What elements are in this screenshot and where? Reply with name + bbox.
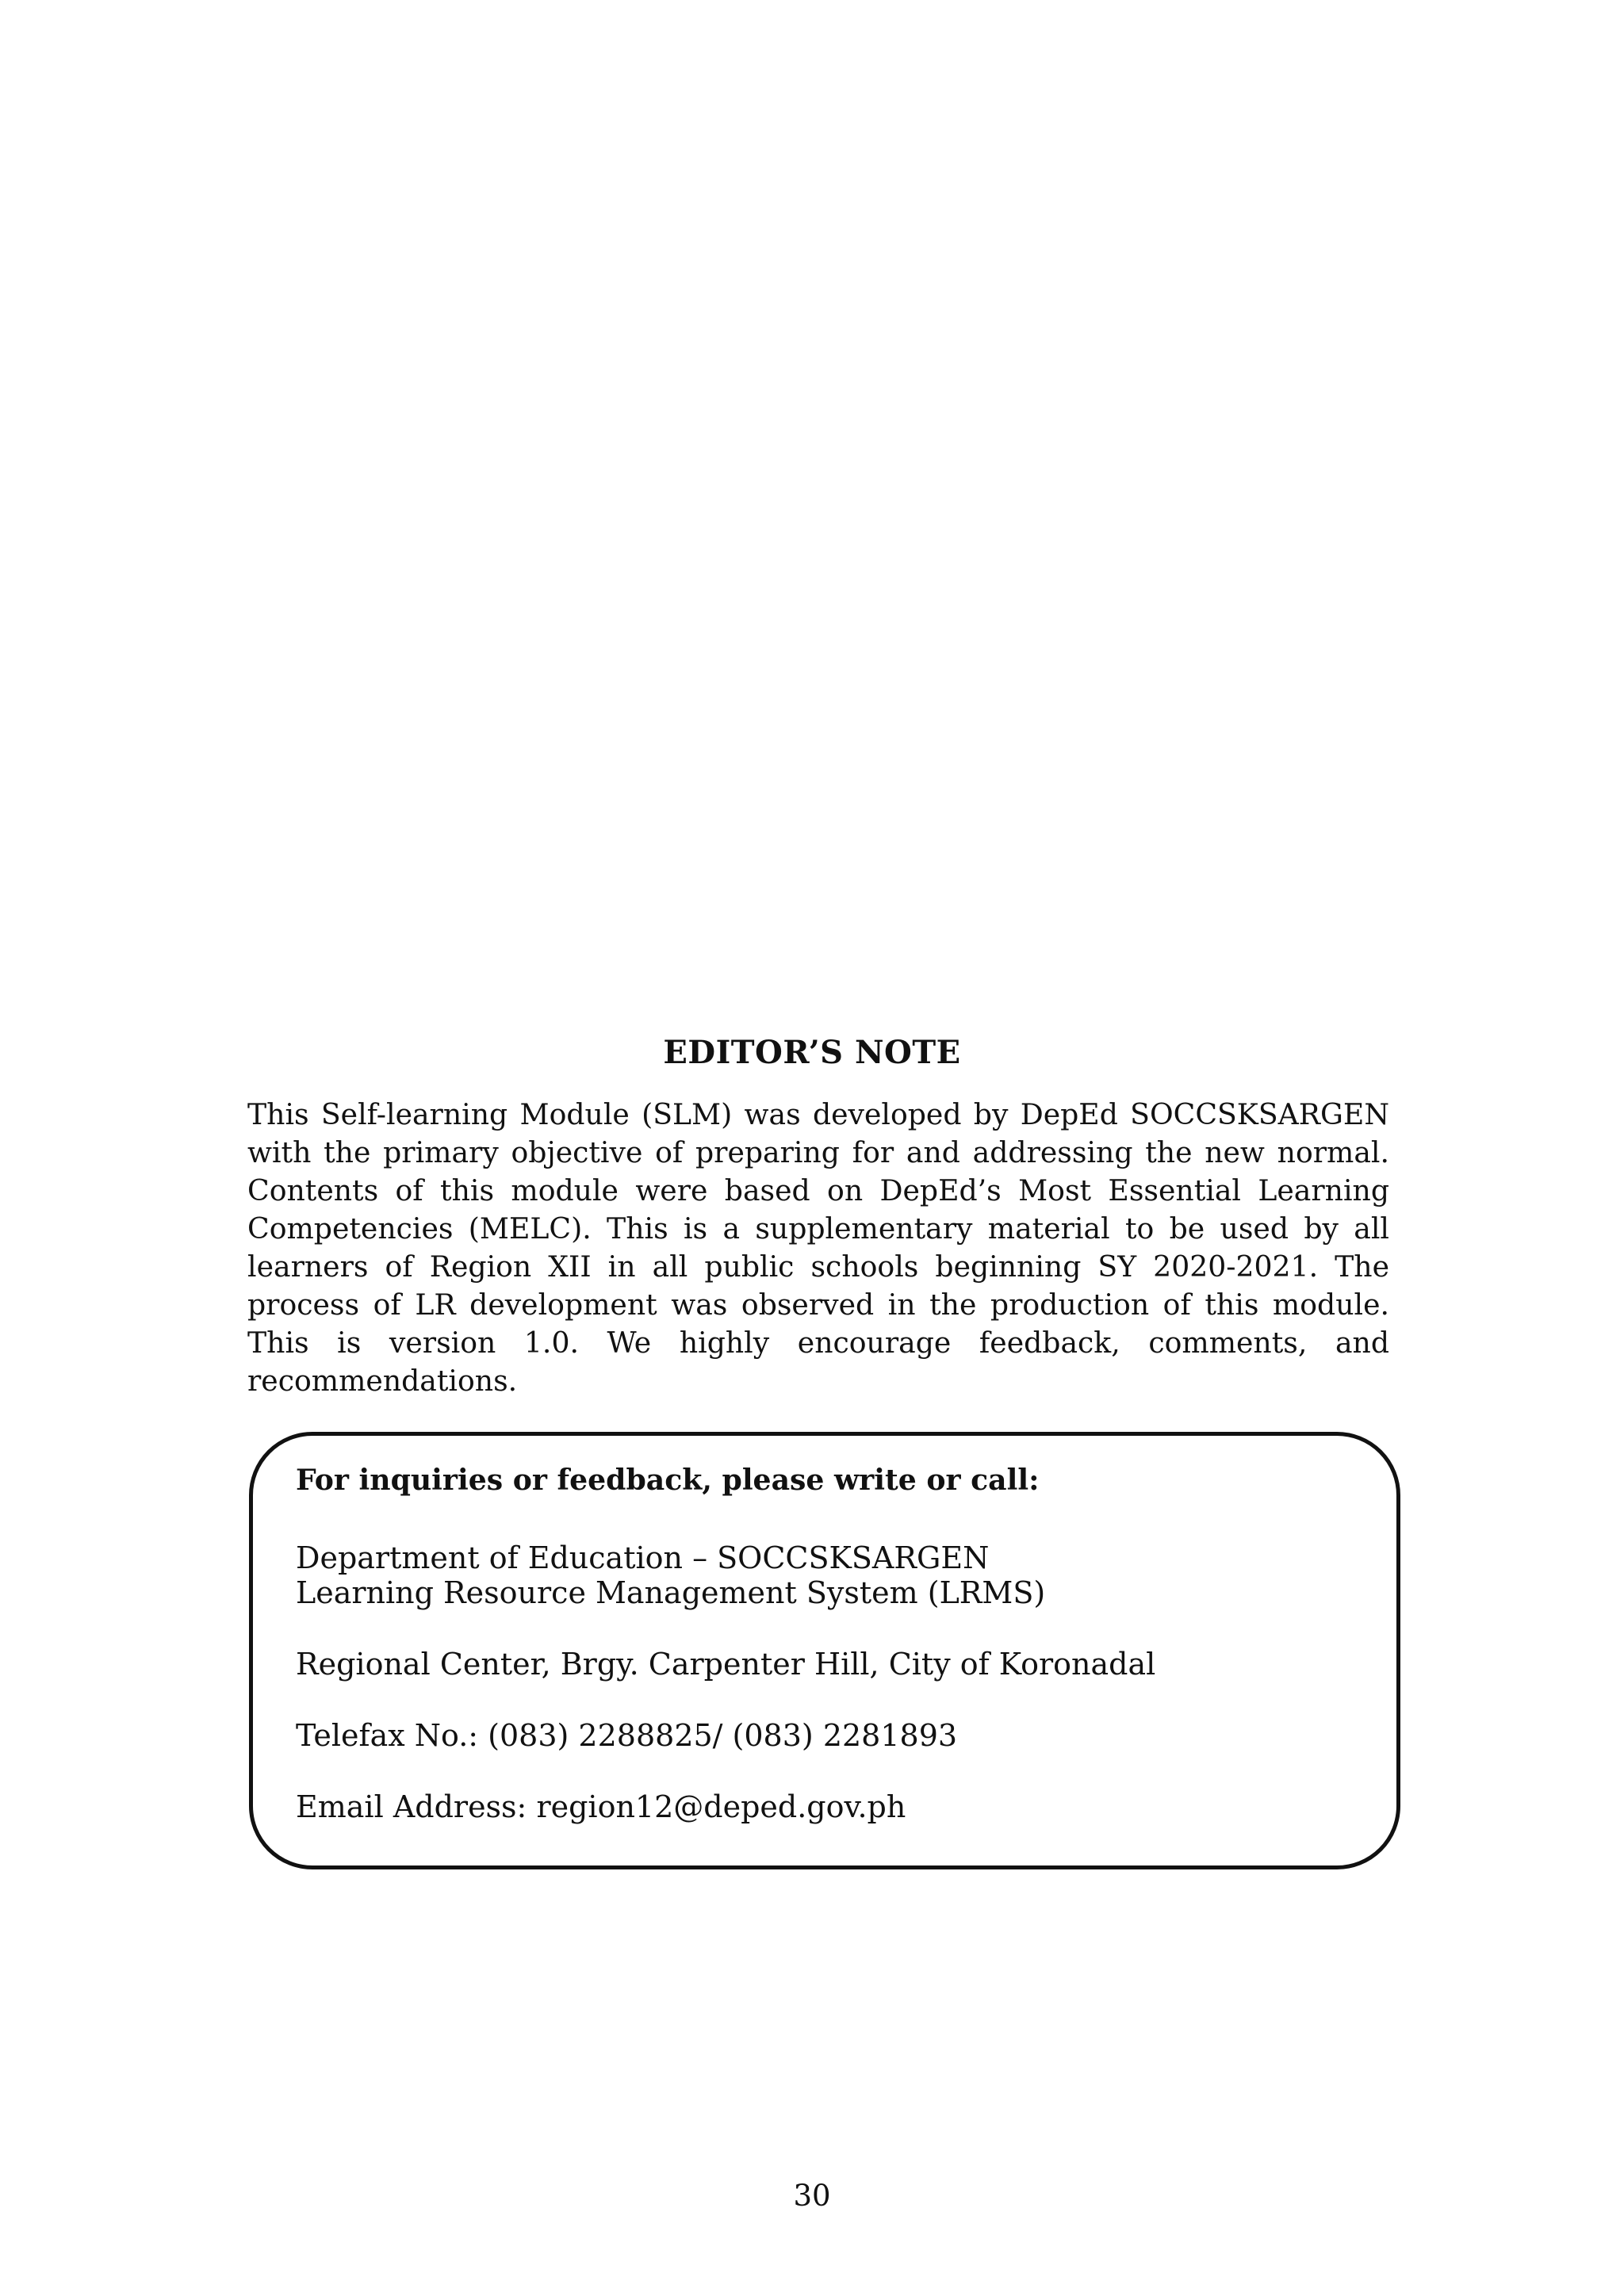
editors-note-body: This Self-learning Module (SLM) was developed by DepEd SOCCSKSARGEN with the primary objective of preparing for and addressing the new normal. Contents of this module were based on DepEd’s Most Essential Learning Competencies (MELC). This is a supplementary material to be used by all learners of Region XII in all public schools beginning SY 2020-2021. The process of LR development was observed in the production of this module. This is version 1.0. We highly encourage feedback, comments, and recommendations. bbox=[247, 1097, 1389, 1398]
contact-heading: For inquiries or feedback, please write or call: bbox=[296, 1463, 1040, 1497]
contact-telefax: Telefax No.: (083) 2288825/ (083) 2281893 bbox=[296, 1718, 958, 1753]
page-number: 30 bbox=[793, 2179, 831, 2213]
editors-note-title: EDITOR’S NOTE bbox=[663, 1034, 961, 1071]
contact-department: Department of Education – SOCCSKSARGEN bbox=[296, 1540, 990, 1575]
contact-system: Learning Resource Management System (LRMS) bbox=[296, 1575, 1046, 1610]
contact-address: Regional Center, Brgy. Carpenter Hill, City of Koronadal bbox=[296, 1647, 1156, 1682]
contact-info-box bbox=[249, 1432, 1400, 1869]
contact-email: Email Address: region12@deped.gov.ph bbox=[296, 1789, 906, 1824]
